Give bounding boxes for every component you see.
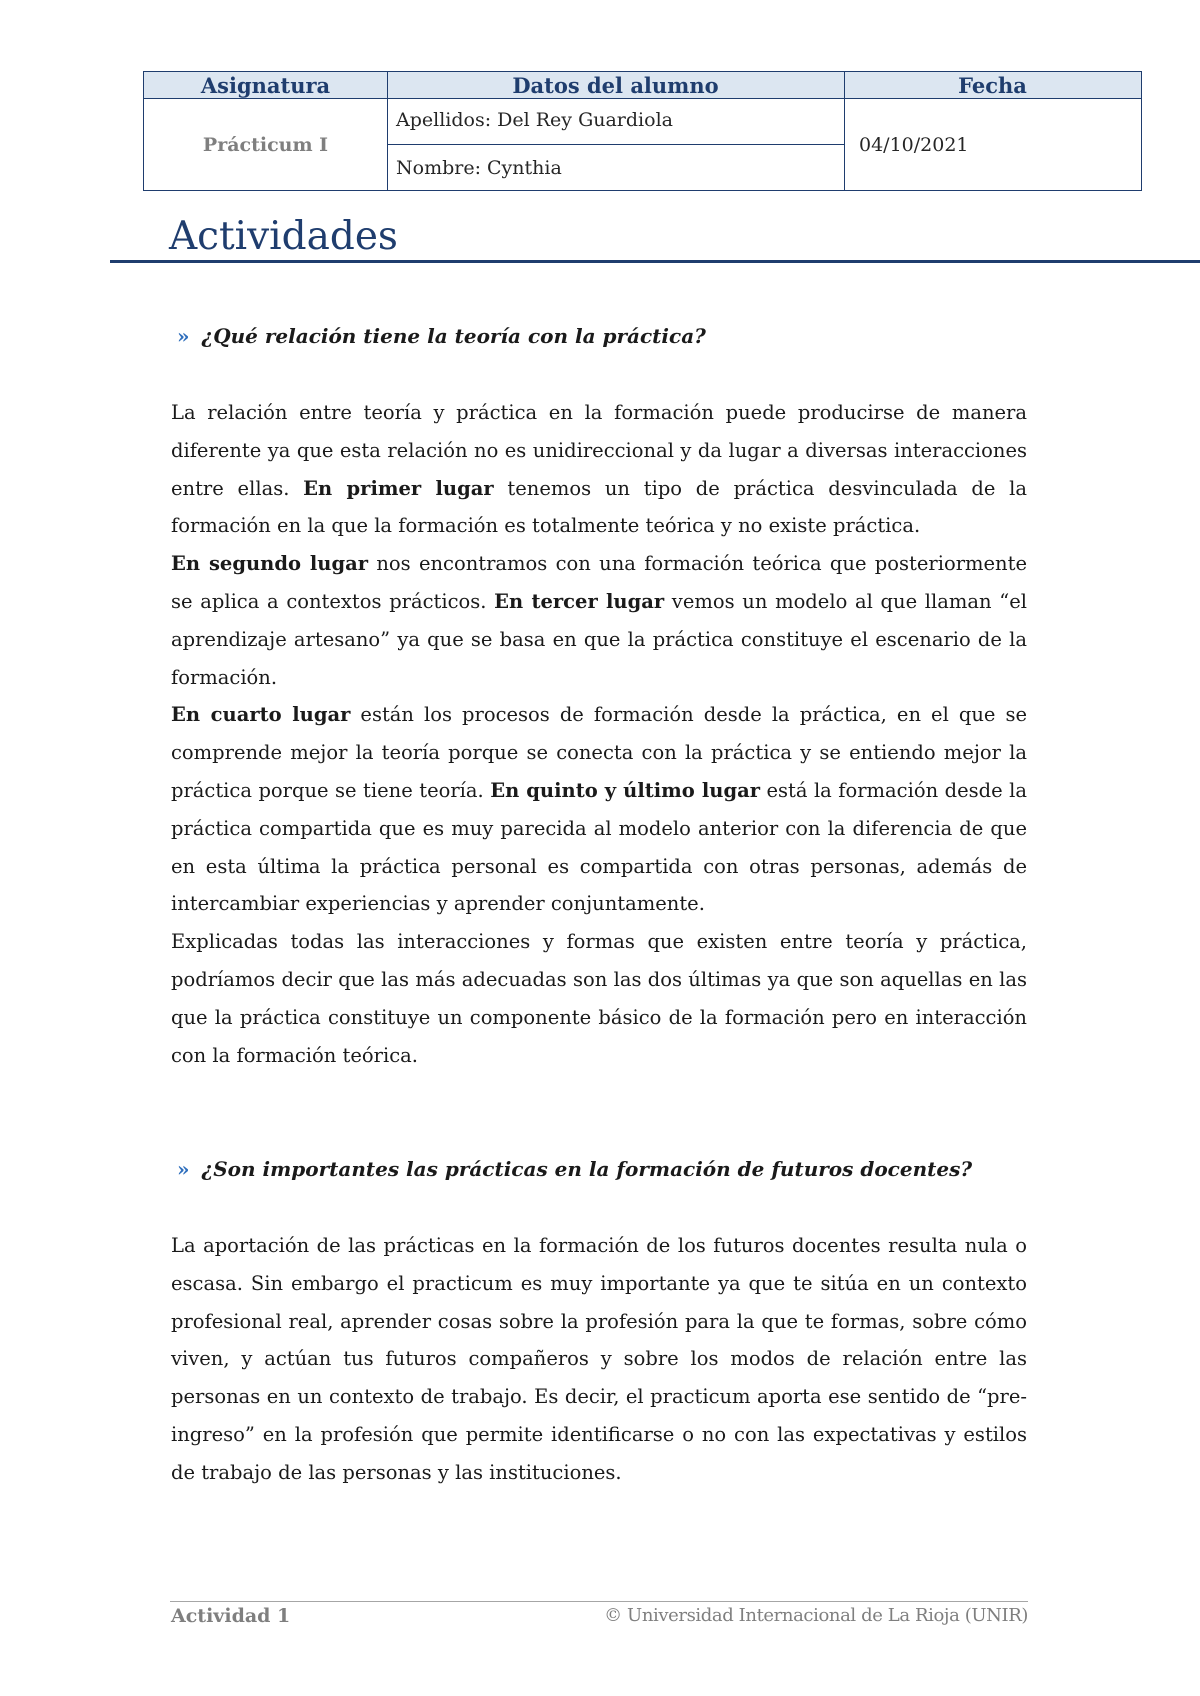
table-divider [387, 144, 844, 145]
col-date-header: Fecha [958, 73, 1027, 98]
answer-2-paragraph: La aportación de las prácticas en la formación de los futuros docentes resulta nula o escasa. Sin embargo el practicum es muy importante ya que te sitúa en un contexto profesional real, aprender cosas sobre la profesión para la que te formas, sobre cómo viven, y actúan tus futuros compañeros y sobre los modos de relación entre las personas en un contexto de trabajo. Es decir, el practicum aporta ese sentido de “pre-ingreso” en la profesión que permite identificarse o no con las expectativas y estilos de trabajo de las personas y las instituciones. [171, 1234, 1027, 1484]
bullet-chevron-icon: » [177, 324, 190, 348]
subject-value: Prácticum I [202, 134, 329, 156]
footer-divider [170, 1601, 1028, 1602]
text-span: están los procesos de formación desde la práctica, en el que se comprende mejor la teoría porque se conecta con la práctica y se entiendo mejor la práctica porque se tiene teoría. [171, 703, 1027, 802]
question-2-text: ¿Son importantes las prácticas en la formación de futuros docentes? [201, 1157, 973, 1181]
header-table [143, 71, 1142, 191]
text-span: vemos un modelo al que llaman “el aprendizaje artesano” ya que se basa en que la práctica constituye el escenario de la formación. [171, 589, 1027, 689]
emphasis-text: En primer lugar [303, 476, 494, 500]
emphasis-text: En quinto y último lugar [490, 778, 760, 802]
question-1 [177, 324, 706, 348]
answer-1 [171, 394, 1027, 1074]
emphasis-text: En cuarto lugar [171, 703, 351, 727]
title-divider [110, 260, 1200, 263]
footer-activity-label: Actividad 1 [171, 1605, 291, 1627]
text-span: tenemos un tipo de práctica desvinculada de la formación en la que la formación es totalmente teórica y no existe práctica. [171, 476, 1027, 538]
answer-2 [171, 1227, 1027, 1492]
emphasis-text: En tercer lugar [494, 589, 665, 613]
footer-copyright: © Universidad Internacional de La Rioja (UNIR) [604, 1605, 1028, 1626]
answer-1-paragraph [171, 696, 1027, 923]
name-value: Nombre: Cynthia [396, 157, 562, 179]
question-2 [177, 1157, 972, 1181]
header-table-head-row [144, 72, 1141, 99]
bullet-chevron-icon: » [177, 1157, 190, 1181]
page-title: Actividades [169, 214, 398, 259]
answer-1-paragraph [171, 545, 1027, 696]
table-divider [844, 72, 845, 190]
emphasis-text: En segundo lugar [171, 552, 368, 576]
text-span: nos encontramos con una formación teórica que posteriormente se aplica a contextos prácticos. [171, 552, 1027, 613]
col-subject-header: Asignatura [200, 73, 331, 98]
answer-1-paragraph [171, 394, 1027, 545]
question-1-text: ¿Qué relación tiene la teoría con la práctica? [201, 324, 706, 348]
answer-1-paragraph: Explicadas todas las interacciones y formas que existen entre teoría y práctica, podríamos decir que las más adecuadas son las dos últimas ya que son aquellas en las que la práctica constituye un componente básico de la formación pero en interacción con la formación teórica. [171, 930, 1027, 1067]
col-student-header: Datos del alumno [512, 73, 719, 98]
date-value: 04/10/2021 [859, 134, 969, 156]
text-span: está la formación desde la práctica compartida que es muy parecida al modelo anterior con la diferencia de que en esta última la práctica personal es compartida con otras personas, además de intercambiar experiencias y aprender conjuntamente. [171, 778, 1027, 916]
table-divider [387, 72, 388, 190]
surname-value: Apellidos: Del Rey Guardiola [396, 109, 673, 131]
text-span: La relación entre teoría y práctica en la formación puede producirse de manera diferente ya que esta relación no es unidireccional y da lugar a diversas interacciones entre ellas. [171, 401, 1027, 500]
